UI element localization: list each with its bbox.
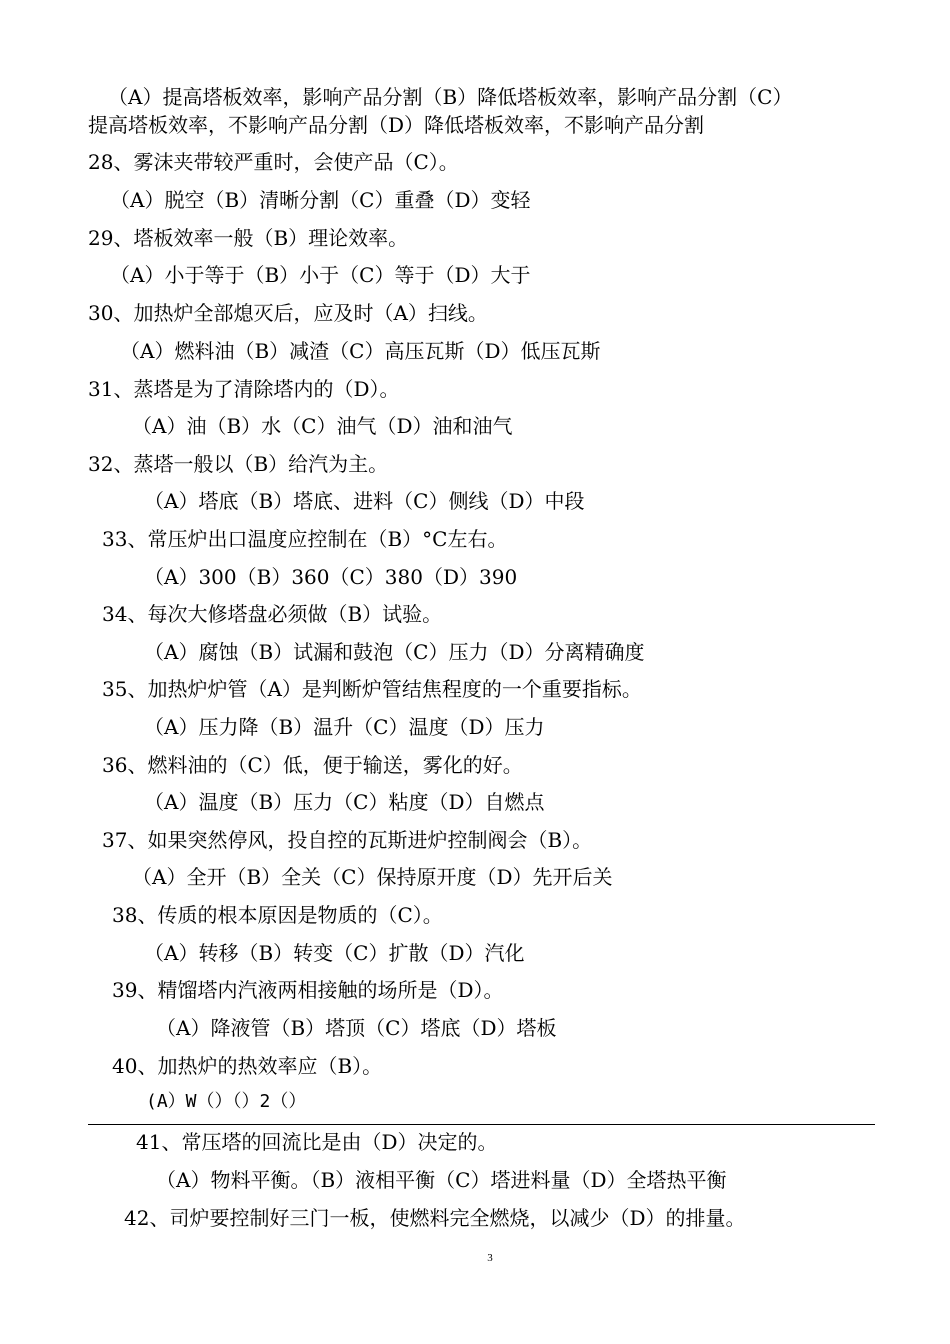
question-line: 28、雾沫夹带较严重时，会使产品（C）。 — [88, 150, 459, 174]
option-line: (A）W（）（）2（） — [146, 1091, 307, 1112]
option-line: （A）全开（B）全关（C）保持原开度（D）先开后关 — [132, 865, 613, 889]
option-line: （A）提高塔板效率，影响产品分割（B）降低塔板效率，影响产品分割（C） — [108, 85, 793, 109]
option-line: 提高塔板效率，不影响产品分割（D）降低塔板效率，不影响产品分割 — [88, 113, 705, 137]
option-line: （A）燃料油（B）减渣（C）高压瓦斯（D）低压瓦斯 — [120, 339, 601, 363]
option-line: （A）温度（B）压力（C）粘度（D）自燃点 — [144, 790, 545, 814]
divider-line — [88, 1124, 875, 1125]
option-line: （A）腐蚀（B）试漏和鼓泡（C）压力（D）分离精确度 — [144, 640, 645, 664]
question-line: 37、如果突然停风，投自控的瓦斯进炉控制阀会（B）。 — [102, 828, 593, 852]
option-line: （A）300（B）360（C）380（D）390 — [144, 565, 518, 589]
option-line: （A）脱空（B）清晰分割（C）重叠（D）变轻 — [110, 188, 531, 212]
option-line: （A）塔底（B）塔底、进料（C）侧线（D）中段 — [144, 489, 585, 513]
question-line: 32、蒸塔一般以（B）给汽为主。 — [88, 452, 389, 476]
question-line: 39、精馏塔内汽液两相接触的场所是（D）。 — [112, 978, 504, 1002]
question-line: 29、塔板效率一般（B）理论效率。 — [88, 226, 409, 250]
question-line: 34、每次大修塔盘必须做（B）试验。 — [102, 602, 443, 626]
page-number: 3 — [487, 1252, 493, 1264]
question-line: 38、传质的根本原因是物质的（C）。 — [112, 903, 443, 927]
question-line: 40、加热炉的热效率应（B）。 — [112, 1054, 383, 1078]
option-line: （A）小于等于（B）小于（C）等于（D）大于 — [110, 263, 531, 287]
option-line: （A）转移（B）转变（C）扩散（D）汽化 — [144, 941, 525, 965]
option-line: （A）压力降（B）温升（C）温度（D）压力 — [144, 715, 545, 739]
question-line: 41、常压塔的回流比是由（D）决定的。 — [136, 1130, 498, 1154]
question-line: 35、加热炉炉管（A）是判断炉管结焦程度的一个重要指标。 — [102, 677, 642, 701]
question-line: 42、司炉要控制好三门一板，使燃料完全燃烧，以减少（D）的排量。 — [124, 1206, 746, 1230]
option-line: （A）油（B）水（C）油气（D）油和油气 — [132, 414, 513, 438]
option-line: （A）降液管（B）塔顶（C）塔底（D）塔板 — [156, 1016, 557, 1040]
question-line: 33、常压炉出口温度应控制在（B）°C左右。 — [102, 527, 508, 551]
option-line: （A）物料平衡。（B）液相平衡（C）塔进料量（D）全塔热平衡 — [156, 1168, 727, 1192]
question-line: 31、蒸塔是为了清除塔内的（D）。 — [88, 377, 400, 401]
question-line: 30、加热炉全部熄灭后，应及时（A）扫线。 — [88, 301, 488, 325]
question-line: 36、燃料油的（C）低，便于输送，雾化的好。 — [102, 753, 523, 777]
